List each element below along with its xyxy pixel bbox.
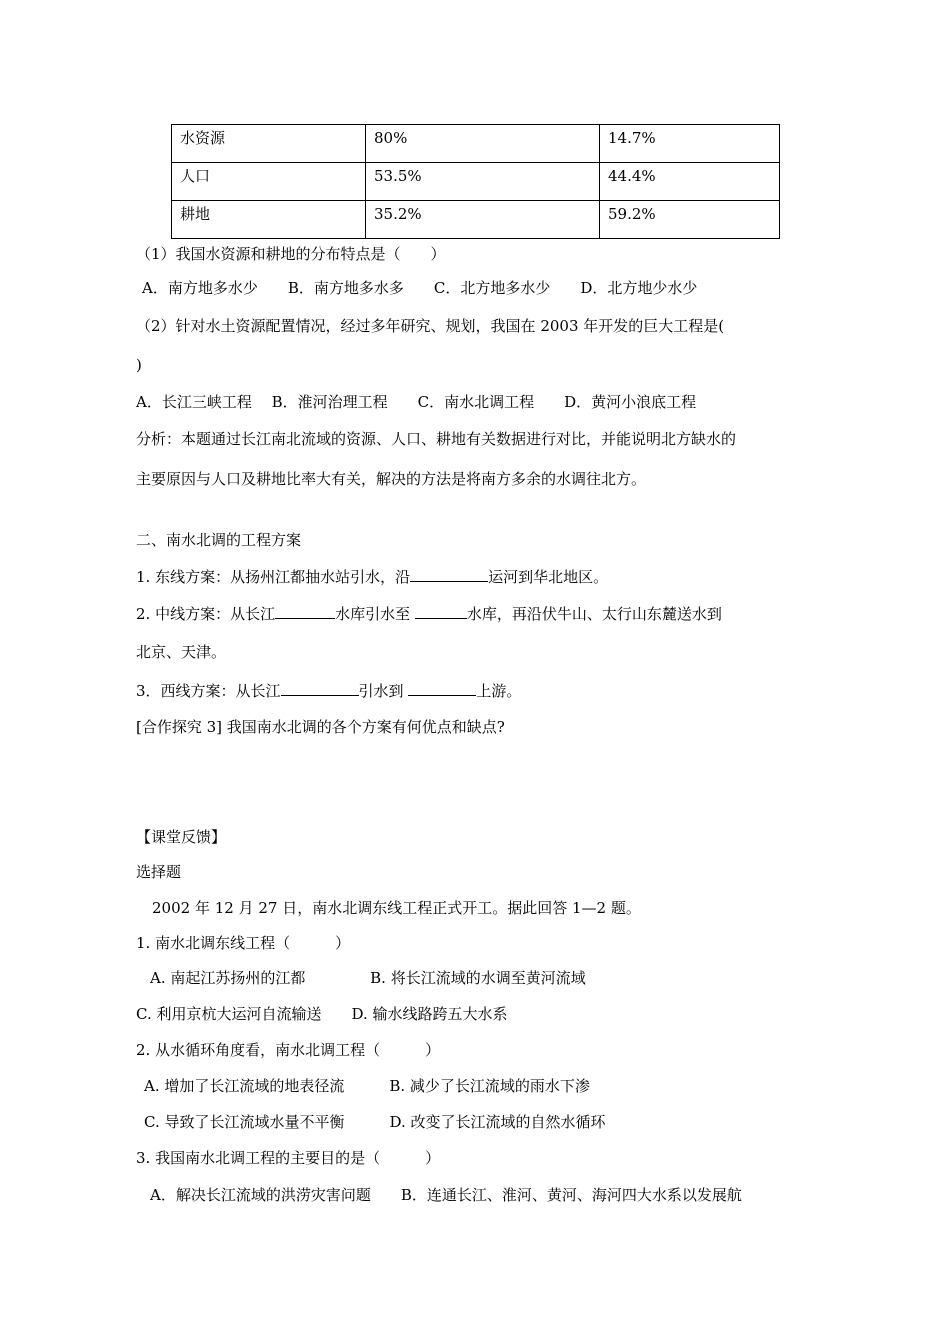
question-1-options: A．南方地多水少 B．南方地多水多 C．北方地多水少 D．北方地少水少 xyxy=(142,279,698,297)
feedback-q1-stem: 1. 南水北调东线工程（ ） xyxy=(136,934,351,952)
west-route-text-a: 3．西线方案：从长江 xyxy=(136,682,281,700)
question-type-label: 选择题 xyxy=(136,863,182,881)
feedback-heading: 【课堂反馈】 xyxy=(136,828,227,846)
south-value: 80% xyxy=(366,125,600,163)
middle-route-blank-2[interactable] xyxy=(415,603,467,619)
feedback-q3-stem: 3. 我国南水北调工程的主要目的是（ ） xyxy=(136,1149,441,1167)
south-value: 53.5% xyxy=(366,163,600,201)
west-route-blank-2[interactable] xyxy=(408,680,476,696)
north-value: 44.4% xyxy=(600,163,780,201)
feedback-q1-options-cd: C. 利用京杭大运河自流输送 D. 输水线路跨五大水系 xyxy=(136,1005,508,1023)
row-label: 水资源 xyxy=(172,125,366,163)
middle-route-text-b: 水库引水至 xyxy=(335,605,415,623)
question-2-stem-line2: ) xyxy=(136,356,142,374)
west-route-line xyxy=(136,680,521,701)
feedback-q2-stem: 2. 从水循环角度看，南水北调工程（ ） xyxy=(136,1041,441,1059)
east-route-line xyxy=(136,566,608,587)
question-1-stem: （1）我国水资源和耕地的分布特点是（ ） xyxy=(136,245,446,263)
middle-route-text-a: 2. 中线方案：从长江 xyxy=(136,605,276,623)
feedback-intro: 2002 年 12 月 27 日，南水北调东线工程正式开工。据此回答 1—2 题。 xyxy=(152,899,641,917)
resource-comparison-table xyxy=(171,124,780,239)
north-value: 14.7% xyxy=(600,125,780,163)
east-route-text-b: 运河到华北地区。 xyxy=(488,568,609,586)
west-route-text-c: 上游。 xyxy=(476,682,522,700)
cooperative-inquiry: [合作探究 3] 我国南水北调的各个方案有何优点和缺点? xyxy=(136,718,505,736)
row-label: 耕地 xyxy=(172,201,366,239)
middle-route-text-c: 水库，再沿伏牛山、太行山东麓送水到 xyxy=(466,605,722,623)
analysis-line2: 主要原因与人口及耕地比率大有关，解决的方法是将南方多余的水调往北方。 xyxy=(136,470,647,488)
table-row xyxy=(172,125,780,163)
feedback-q3-options-ab: A．解决长江流域的洪涝灾害问题 B．连通长江、淮河、黄河、海河四大水系以发展航 xyxy=(150,1186,742,1204)
question-2-options: A．长江三峡工程 B．淮河治理工程 C．南水北调工程 D．黄河小浪底工程 xyxy=(136,393,697,411)
feedback-q2-options-ab: A. 增加了长江流域的地表径流 B. 减少了长江流域的雨水下渗 xyxy=(144,1077,590,1095)
question-2-stem-line1: （2）针对水土资源配置情况，经过多年研究、规划，我国在 2003 年开发的巨大工程是( xyxy=(136,317,725,335)
east-route-blank[interactable] xyxy=(410,566,488,582)
row-label: 人口 xyxy=(172,163,366,201)
section-heading: 二、南水北调的工程方案 xyxy=(136,531,302,549)
west-route-blank-1[interactable] xyxy=(281,680,359,696)
feedback-q2-options-cd: C. 导致了长江流域水量不平衡 D. 改变了长江流域的自然水循环 xyxy=(144,1113,606,1131)
middle-route-line xyxy=(136,603,722,624)
middle-route-blank-1[interactable] xyxy=(275,603,335,619)
west-route-text-b: 引水到 xyxy=(358,682,409,700)
table-row xyxy=(172,201,780,239)
middle-route-line2: 北京、天津。 xyxy=(136,643,227,661)
south-value: 35.2% xyxy=(366,201,600,239)
feedback-q1-options-ab: A. 南起江苏扬州的江都 B. 将长江流域的水调至黄河流域 xyxy=(150,969,586,987)
north-value: 59.2% xyxy=(600,201,780,239)
analysis-line1: 分析：本题通过长江南北流域的资源、人口、耕地有关数据进行对比，并能说明北方缺水的 xyxy=(136,430,737,448)
east-route-text-a: 1. 东线方案：从扬州江都抽水站引水，沿 xyxy=(136,568,411,586)
table-row xyxy=(172,163,780,201)
